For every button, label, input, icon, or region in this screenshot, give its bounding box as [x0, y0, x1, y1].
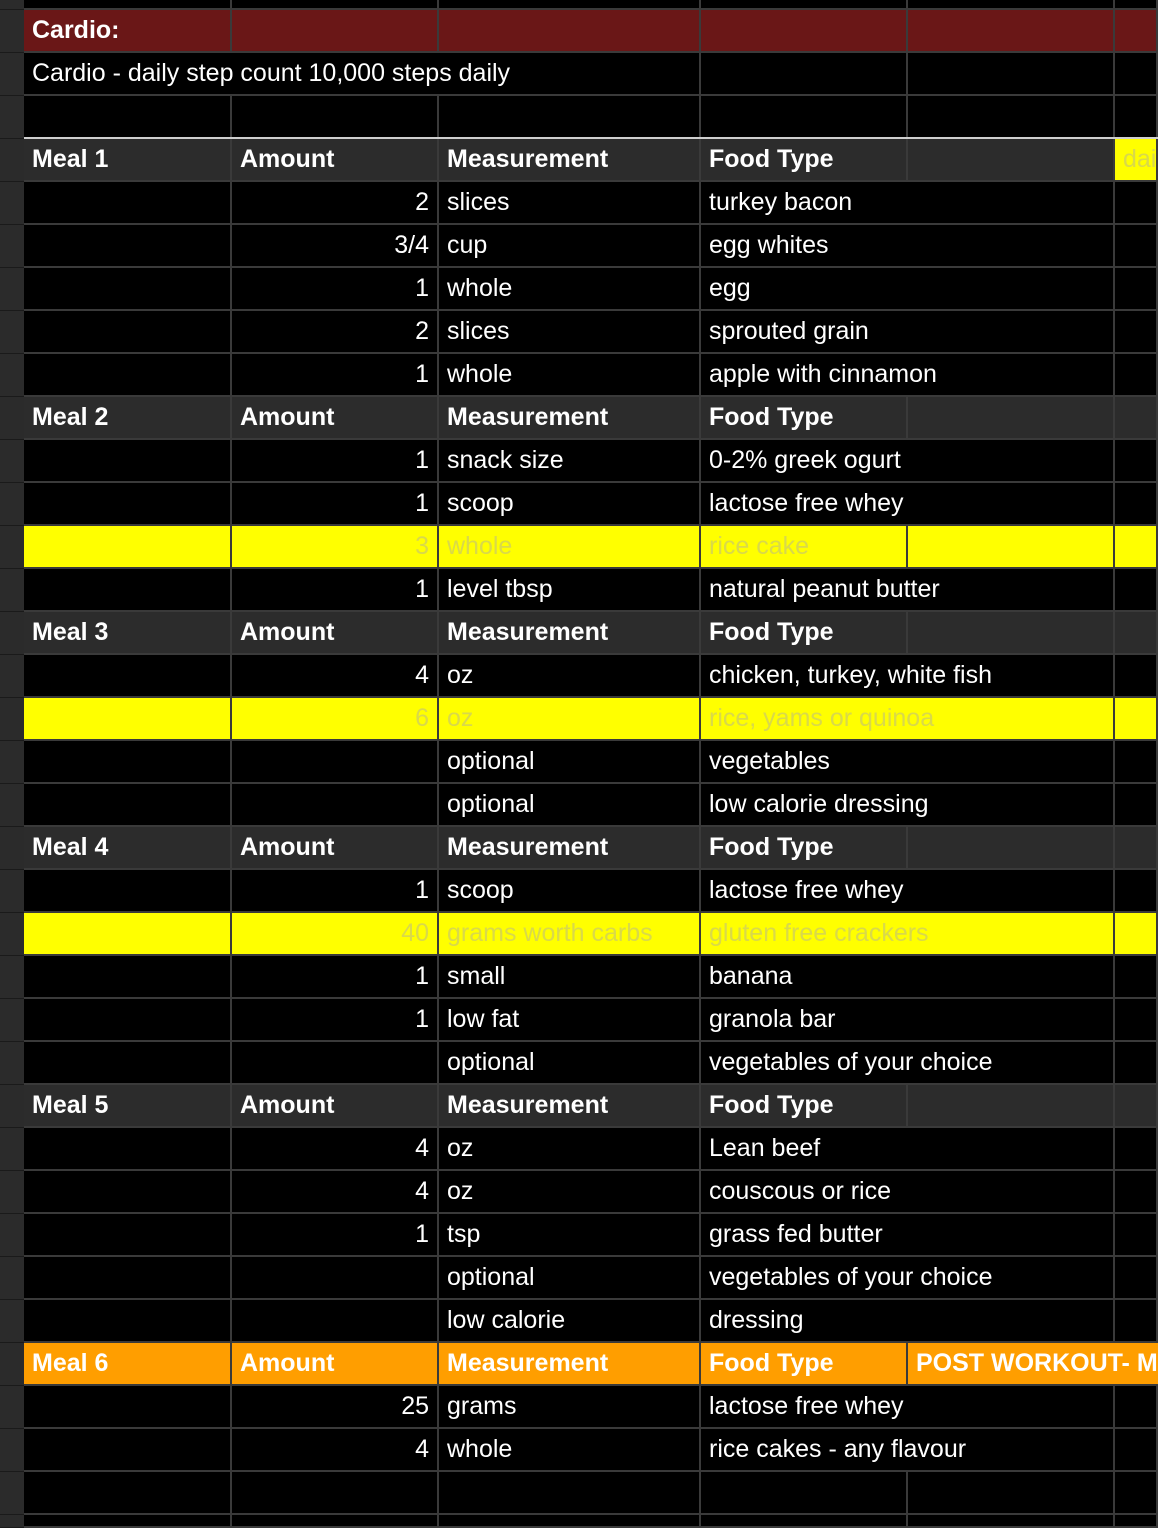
food-type-header[interactable]: Food Type	[701, 827, 908, 870]
measurement-cell[interactable]: low calorie	[439, 1300, 701, 1343]
meal-header-label[interactable]: Meal 2	[24, 397, 232, 440]
row-header[interactable]	[0, 913, 24, 956]
amount-cell[interactable]: 1	[232, 483, 439, 526]
cell[interactable]	[439, 10, 701, 53]
amount-cell[interactable]: 1	[232, 956, 439, 999]
measurement-header[interactable]: Measurement	[439, 397, 701, 440]
post-workout-note[interactable]: POST WORKOUT- M	[908, 1343, 1158, 1386]
food-cell[interactable]: couscous or rice	[701, 1171, 1115, 1214]
row-header[interactable]	[0, 1042, 24, 1085]
amount-cell[interactable]	[232, 1042, 439, 1085]
cell[interactable]	[1115, 10, 1158, 53]
cell[interactable]	[701, 0, 908, 10]
amount-cell[interactable]: 1	[232, 1214, 439, 1257]
row-header[interactable]	[0, 1300, 24, 1343]
cell[interactable]	[1115, 440, 1158, 483]
meal-header-label[interactable]: Meal 1	[24, 139, 232, 182]
measurement-cell[interactable]: optional	[439, 1042, 701, 1085]
cell[interactable]	[1115, 1214, 1158, 1257]
cell[interactable]	[1115, 311, 1158, 354]
row-header[interactable]	[0, 827, 24, 870]
food-type-header[interactable]: Food Type	[701, 139, 908, 182]
measurement-header[interactable]: Measurement	[439, 1343, 701, 1386]
food-cell[interactable]: lactose free whey	[701, 483, 1115, 526]
row-header[interactable]	[0, 1386, 24, 1429]
row-header[interactable]	[0, 397, 24, 440]
measurement-cell[interactable]: oz	[439, 698, 701, 741]
cell[interactable]	[24, 1214, 232, 1257]
cell[interactable]	[24, 655, 232, 698]
cardio-title[interactable]: Cardio:	[24, 10, 232, 53]
row-header[interactable]	[0, 225, 24, 268]
cell[interactable]	[1115, 913, 1158, 956]
amount-cell[interactable]: 1	[232, 440, 439, 483]
row-header[interactable]	[0, 569, 24, 612]
cell[interactable]	[24, 956, 232, 999]
amount-cell[interactable]: 4	[232, 1128, 439, 1171]
row-header[interactable]	[0, 1257, 24, 1300]
cell[interactable]	[908, 827, 1115, 870]
cell[interactable]	[24, 440, 232, 483]
cell[interactable]	[701, 96, 908, 139]
row-header[interactable]	[0, 10, 24, 53]
row-header[interactable]	[0, 440, 24, 483]
measurement-cell[interactable]: optional	[439, 784, 701, 827]
cell[interactable]	[24, 483, 232, 526]
amount-cell[interactable]: 1	[232, 354, 439, 397]
cell[interactable]	[24, 784, 232, 827]
food-cell[interactable]: vegetables of your choice	[701, 1257, 1115, 1300]
measurement-cell[interactable]: oz	[439, 1128, 701, 1171]
measurement-cell[interactable]: cup	[439, 225, 701, 268]
measurement-cell[interactable]: small	[439, 956, 701, 999]
cell[interactable]	[1115, 397, 1158, 440]
cell[interactable]	[1115, 1128, 1158, 1171]
amount-cell[interactable]: 4	[232, 1429, 439, 1472]
food-cell[interactable]: grass fed butter	[701, 1214, 1115, 1257]
cell[interactable]	[1115, 1515, 1158, 1528]
cell[interactable]	[908, 1472, 1115, 1515]
food-cell[interactable]: vegetables	[701, 741, 1115, 784]
row-header[interactable]	[0, 526, 24, 569]
row-header[interactable]	[0, 956, 24, 999]
food-cell[interactable]: rice, yams or quinoa	[701, 698, 1115, 741]
cell[interactable]	[908, 397, 1115, 440]
row-header[interactable]	[0, 1085, 24, 1128]
row-header[interactable]	[0, 655, 24, 698]
amount-cell[interactable]: 1	[232, 268, 439, 311]
cell[interactable]	[24, 182, 232, 225]
measurement-header[interactable]: Measurement	[439, 1085, 701, 1128]
cell[interactable]	[701, 1515, 908, 1528]
cell[interactable]	[24, 1257, 232, 1300]
food-cell[interactable]: Lean beef	[701, 1128, 1115, 1171]
measurement-header[interactable]: Measurement	[439, 827, 701, 870]
measurement-cell[interactable]: oz	[439, 655, 701, 698]
cell[interactable]	[24, 1429, 232, 1472]
cell[interactable]	[1115, 612, 1158, 655]
cell[interactable]	[24, 999, 232, 1042]
cell[interactable]	[908, 612, 1115, 655]
measurement-cell[interactable]: slices	[439, 311, 701, 354]
row-header[interactable]	[0, 1214, 24, 1257]
cell[interactable]	[908, 1515, 1115, 1528]
cell[interactable]	[24, 0, 232, 10]
cell[interactable]	[1115, 956, 1158, 999]
amount-header[interactable]: Amount	[232, 397, 439, 440]
cell[interactable]	[24, 96, 232, 139]
cell[interactable]	[1115, 53, 1158, 96]
amount-header[interactable]: Amount	[232, 1085, 439, 1128]
food-cell[interactable]: low calorie dressing	[701, 784, 1115, 827]
cell[interactable]	[1115, 182, 1158, 225]
cell[interactable]	[232, 96, 439, 139]
meal-header-label[interactable]: Meal 4	[24, 827, 232, 870]
cell[interactable]	[1115, 1429, 1158, 1472]
amount-cell[interactable]	[232, 784, 439, 827]
cardio-description[interactable]: Cardio - daily step count 10,000 steps daily	[24, 53, 701, 96]
meal-header-label[interactable]: Meal 6	[24, 1343, 232, 1386]
row-header[interactable]	[0, 999, 24, 1042]
row-header[interactable]	[0, 182, 24, 225]
cell[interactable]	[232, 1472, 439, 1515]
measurement-header[interactable]: Measurement	[439, 139, 701, 182]
measurement-cell[interactable]: whole	[439, 268, 701, 311]
measurement-cell[interactable]: snack size	[439, 440, 701, 483]
cell[interactable]	[1115, 1085, 1158, 1128]
food-cell[interactable]: egg whites	[701, 225, 1115, 268]
food-type-header[interactable]: Food Type	[701, 397, 908, 440]
row-header[interactable]	[0, 612, 24, 655]
amount-cell[interactable]: 6	[232, 698, 439, 741]
amount-cell[interactable]	[232, 741, 439, 784]
cell[interactable]	[1115, 1042, 1158, 1085]
cell[interactable]	[24, 569, 232, 612]
amount-cell[interactable]: 1	[232, 870, 439, 913]
cell[interactable]	[24, 1171, 232, 1214]
food-cell[interactable]: rice cakes - any flavour	[701, 1429, 1115, 1472]
amount-cell[interactable]: 4	[232, 655, 439, 698]
food-cell[interactable]: turkey bacon	[701, 182, 1115, 225]
cell[interactable]	[908, 526, 1115, 569]
measurement-cell[interactable]: oz	[439, 1171, 701, 1214]
cell[interactable]	[1115, 870, 1158, 913]
amount-cell[interactable]: 40	[232, 913, 439, 956]
cell[interactable]	[232, 1515, 439, 1528]
row-header[interactable]	[0, 1343, 24, 1386]
cell[interactable]	[1115, 827, 1158, 870]
food-type-header[interactable]: Food Type	[701, 1085, 908, 1128]
cell[interactable]	[1115, 569, 1158, 612]
cell[interactable]	[1115, 268, 1158, 311]
cell[interactable]	[24, 913, 232, 956]
cell[interactable]	[24, 741, 232, 784]
food-cell[interactable]: granola bar	[701, 999, 1115, 1042]
row-header[interactable]	[0, 0, 24, 10]
amount-cell[interactable]: 4	[232, 1171, 439, 1214]
cell[interactable]	[1115, 1386, 1158, 1429]
cell[interactable]	[439, 0, 701, 10]
cell[interactable]	[1115, 655, 1158, 698]
cell[interactable]	[908, 139, 1115, 182]
measurement-cell[interactable]: grams worth carbs	[439, 913, 701, 956]
cell[interactable]	[1115, 225, 1158, 268]
row-header[interactable]	[0, 268, 24, 311]
cell[interactable]	[1115, 483, 1158, 526]
food-cell[interactable]: sprouted grain	[701, 311, 1115, 354]
measurement-cell[interactable]: whole	[439, 526, 701, 569]
cell[interactable]	[1115, 1171, 1158, 1214]
cell[interactable]	[908, 1085, 1115, 1128]
cell[interactable]	[24, 311, 232, 354]
cell[interactable]	[701, 10, 908, 53]
food-cell[interactable]: dressing	[701, 1300, 1115, 1343]
cell[interactable]	[439, 96, 701, 139]
measurement-cell[interactable]: optional	[439, 741, 701, 784]
row-header[interactable]	[0, 1472, 24, 1515]
food-cell[interactable]: vegetables of your choice	[701, 1042, 1115, 1085]
amount-cell[interactable]: 3	[232, 526, 439, 569]
amount-cell[interactable]: 2	[232, 311, 439, 354]
food-cell[interactable]: rice cake	[701, 526, 908, 569]
highlighted-cell[interactable]: dai	[1115, 139, 1158, 182]
measurement-cell[interactable]: slices	[439, 182, 701, 225]
cell[interactable]	[1115, 1257, 1158, 1300]
food-cell[interactable]: natural peanut butter	[701, 569, 1115, 612]
cell[interactable]	[1115, 698, 1158, 741]
amount-header[interactable]: Amount	[232, 827, 439, 870]
amount-header[interactable]: Amount	[232, 612, 439, 655]
amount-header[interactable]: Amount	[232, 1343, 439, 1386]
amount-cell[interactable]: 2	[232, 182, 439, 225]
amount-cell[interactable]: 3/4	[232, 225, 439, 268]
measurement-cell[interactable]: level tbsp	[439, 569, 701, 612]
cell[interactable]	[908, 10, 1115, 53]
amount-cell[interactable]	[232, 1300, 439, 1343]
food-cell[interactable]: banana	[701, 956, 1115, 999]
cell[interactable]	[232, 10, 439, 53]
cell[interactable]	[24, 1128, 232, 1171]
row-header[interactable]	[0, 1515, 24, 1528]
measurement-cell[interactable]: whole	[439, 354, 701, 397]
cell[interactable]	[1115, 354, 1158, 397]
cell[interactable]	[24, 268, 232, 311]
row-header[interactable]	[0, 698, 24, 741]
cell[interactable]	[24, 1386, 232, 1429]
food-type-header[interactable]: Food Type	[701, 612, 908, 655]
cell[interactable]	[439, 1515, 701, 1528]
measurement-header[interactable]: Measurement	[439, 612, 701, 655]
row-header[interactable]	[0, 483, 24, 526]
measurement-cell[interactable]: whole	[439, 1429, 701, 1472]
amount-cell[interactable]: 25	[232, 1386, 439, 1429]
cell[interactable]	[908, 96, 1115, 139]
cell[interactable]	[24, 225, 232, 268]
amount-header[interactable]: Amount	[232, 139, 439, 182]
food-cell[interactable]: egg	[701, 268, 1115, 311]
measurement-cell[interactable]: tsp	[439, 1214, 701, 1257]
cell[interactable]	[1115, 999, 1158, 1042]
measurement-cell[interactable]: optional	[439, 1257, 701, 1300]
cell[interactable]	[24, 698, 232, 741]
row-header[interactable]	[0, 311, 24, 354]
row-header[interactable]	[0, 1429, 24, 1472]
measurement-cell[interactable]: scoop	[439, 483, 701, 526]
food-type-header[interactable]: Food Type	[701, 1343, 908, 1386]
measurement-cell[interactable]: scoop	[439, 870, 701, 913]
row-header[interactable]	[0, 1128, 24, 1171]
cell[interactable]	[24, 354, 232, 397]
meal-header-label[interactable]: Meal 5	[24, 1085, 232, 1128]
meal-header-label[interactable]: Meal 3	[24, 612, 232, 655]
cell[interactable]	[24, 1300, 232, 1343]
row-header[interactable]	[0, 741, 24, 784]
food-cell[interactable]: chicken, turkey, white fish	[701, 655, 1115, 698]
food-cell[interactable]: lactose free whey	[701, 870, 1115, 913]
cell[interactable]	[24, 1515, 232, 1528]
food-cell[interactable]: gluten free crackers	[701, 913, 1115, 956]
amount-cell[interactable]	[232, 1257, 439, 1300]
cell[interactable]	[1115, 741, 1158, 784]
cell[interactable]	[1115, 1300, 1158, 1343]
measurement-cell[interactable]: grams	[439, 1386, 701, 1429]
row-header[interactable]	[0, 1171, 24, 1214]
cell[interactable]	[24, 526, 232, 569]
row-header[interactable]	[0, 139, 24, 182]
cell[interactable]	[24, 1472, 232, 1515]
measurement-cell[interactable]: low fat	[439, 999, 701, 1042]
cell[interactable]	[1115, 96, 1158, 139]
cell[interactable]	[1115, 784, 1158, 827]
cell[interactable]	[908, 53, 1115, 96]
row-header[interactable]	[0, 870, 24, 913]
cell[interactable]	[701, 1472, 908, 1515]
cell[interactable]	[439, 1472, 701, 1515]
amount-cell[interactable]: 1	[232, 569, 439, 612]
cell[interactable]	[1115, 0, 1158, 10]
cell[interactable]	[24, 1042, 232, 1085]
food-cell[interactable]: apple with cinnamon	[701, 354, 1115, 397]
cell[interactable]	[1115, 526, 1158, 569]
amount-cell[interactable]: 1	[232, 999, 439, 1042]
row-header[interactable]	[0, 53, 24, 96]
row-header[interactable]	[0, 96, 24, 139]
cell[interactable]	[24, 870, 232, 913]
cell[interactable]	[908, 0, 1115, 10]
food-cell[interactable]: lactose free whey	[701, 1386, 1115, 1429]
cell[interactable]	[701, 53, 908, 96]
food-cell[interactable]: 0-2% greek ogurt	[701, 440, 1115, 483]
cell[interactable]	[1115, 1472, 1158, 1515]
cell[interactable]	[232, 0, 439, 10]
row-header[interactable]	[0, 354, 24, 397]
row-header[interactable]	[0, 784, 24, 827]
